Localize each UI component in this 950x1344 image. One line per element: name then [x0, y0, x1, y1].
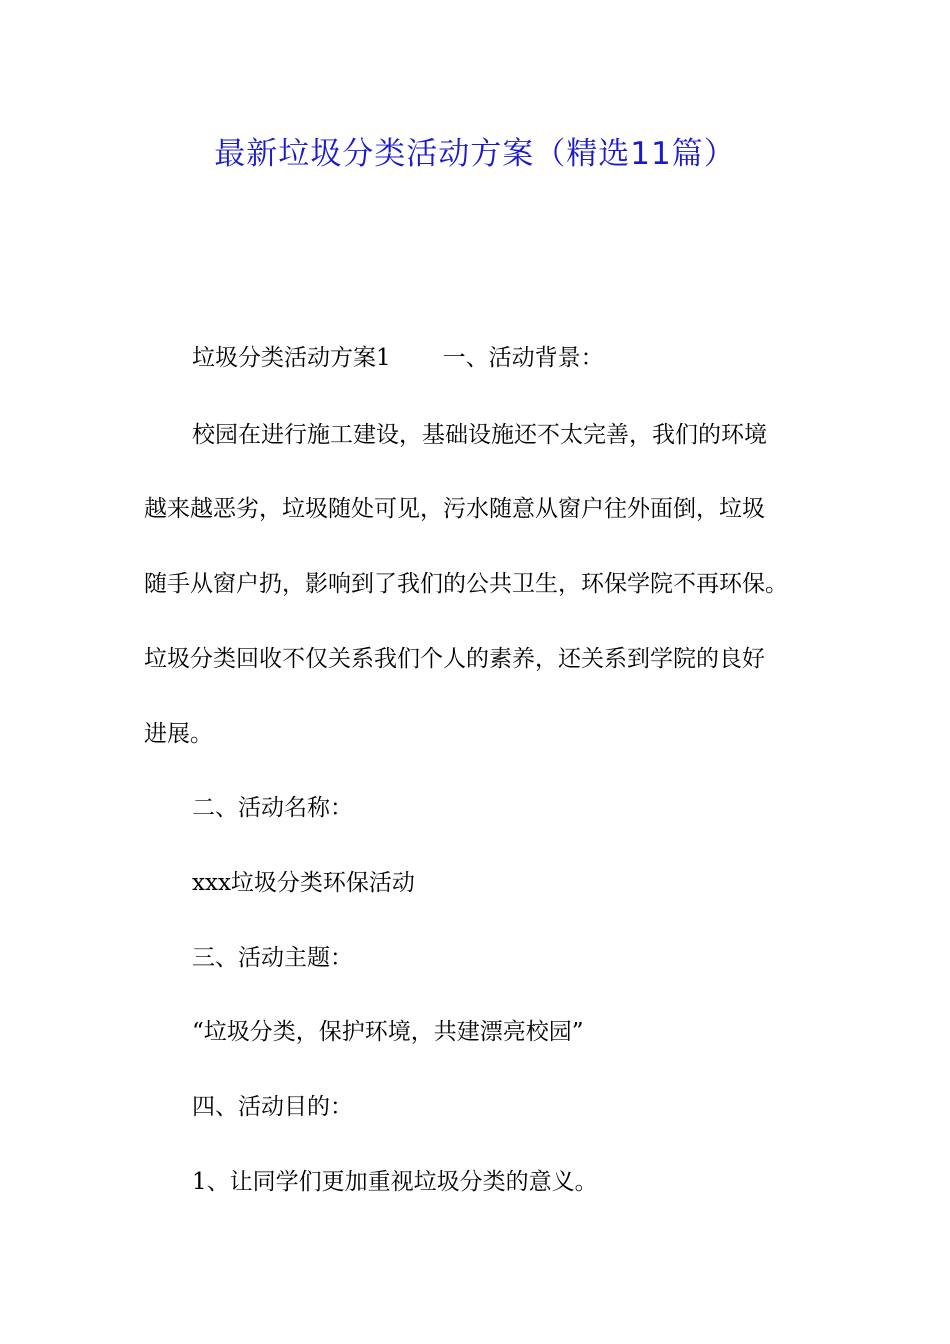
part1-heading: 一、活动背景： — [442, 345, 604, 371]
activity-theme: “垃圾分类，保护环境，共建漂亮校园” — [192, 1019, 584, 1045]
background-line-4: 垃圾分类回收不仅关系我们个人的素养，还关系到学院的良好 — [144, 646, 765, 672]
activity-name: xxx垃圾分类环保活动 — [192, 870, 415, 896]
section-heading: 垃圾分类活动方案1 — [192, 345, 391, 371]
purpose-item-1: 1、让同学们更加重视垃圾分类的意义。 — [192, 1169, 598, 1195]
background-line-3: 随手从窗户扔，影响到了我们的公共卫生，环保学院不再环保。 — [144, 571, 788, 597]
part2-heading: 二、活动名称： — [192, 795, 353, 821]
document-title: 最新垃圾分类活动方案（精选11篇） — [214, 136, 736, 172]
background-line-2: 越来越恶劣，垃圾随处可见，污水随意从窗户往外面倒，垃圾 — [144, 496, 765, 522]
part3-heading: 三、活动主题： — [192, 945, 353, 971]
part4-heading: 四、活动目的： — [192, 1094, 353, 1120]
background-line-1: 校园在进行施工建设，基础设施还不太完善，我们的环境 — [192, 422, 767, 448]
section-heading-line — [192, 343, 604, 373]
background-line-5: 进展。 — [144, 721, 213, 747]
